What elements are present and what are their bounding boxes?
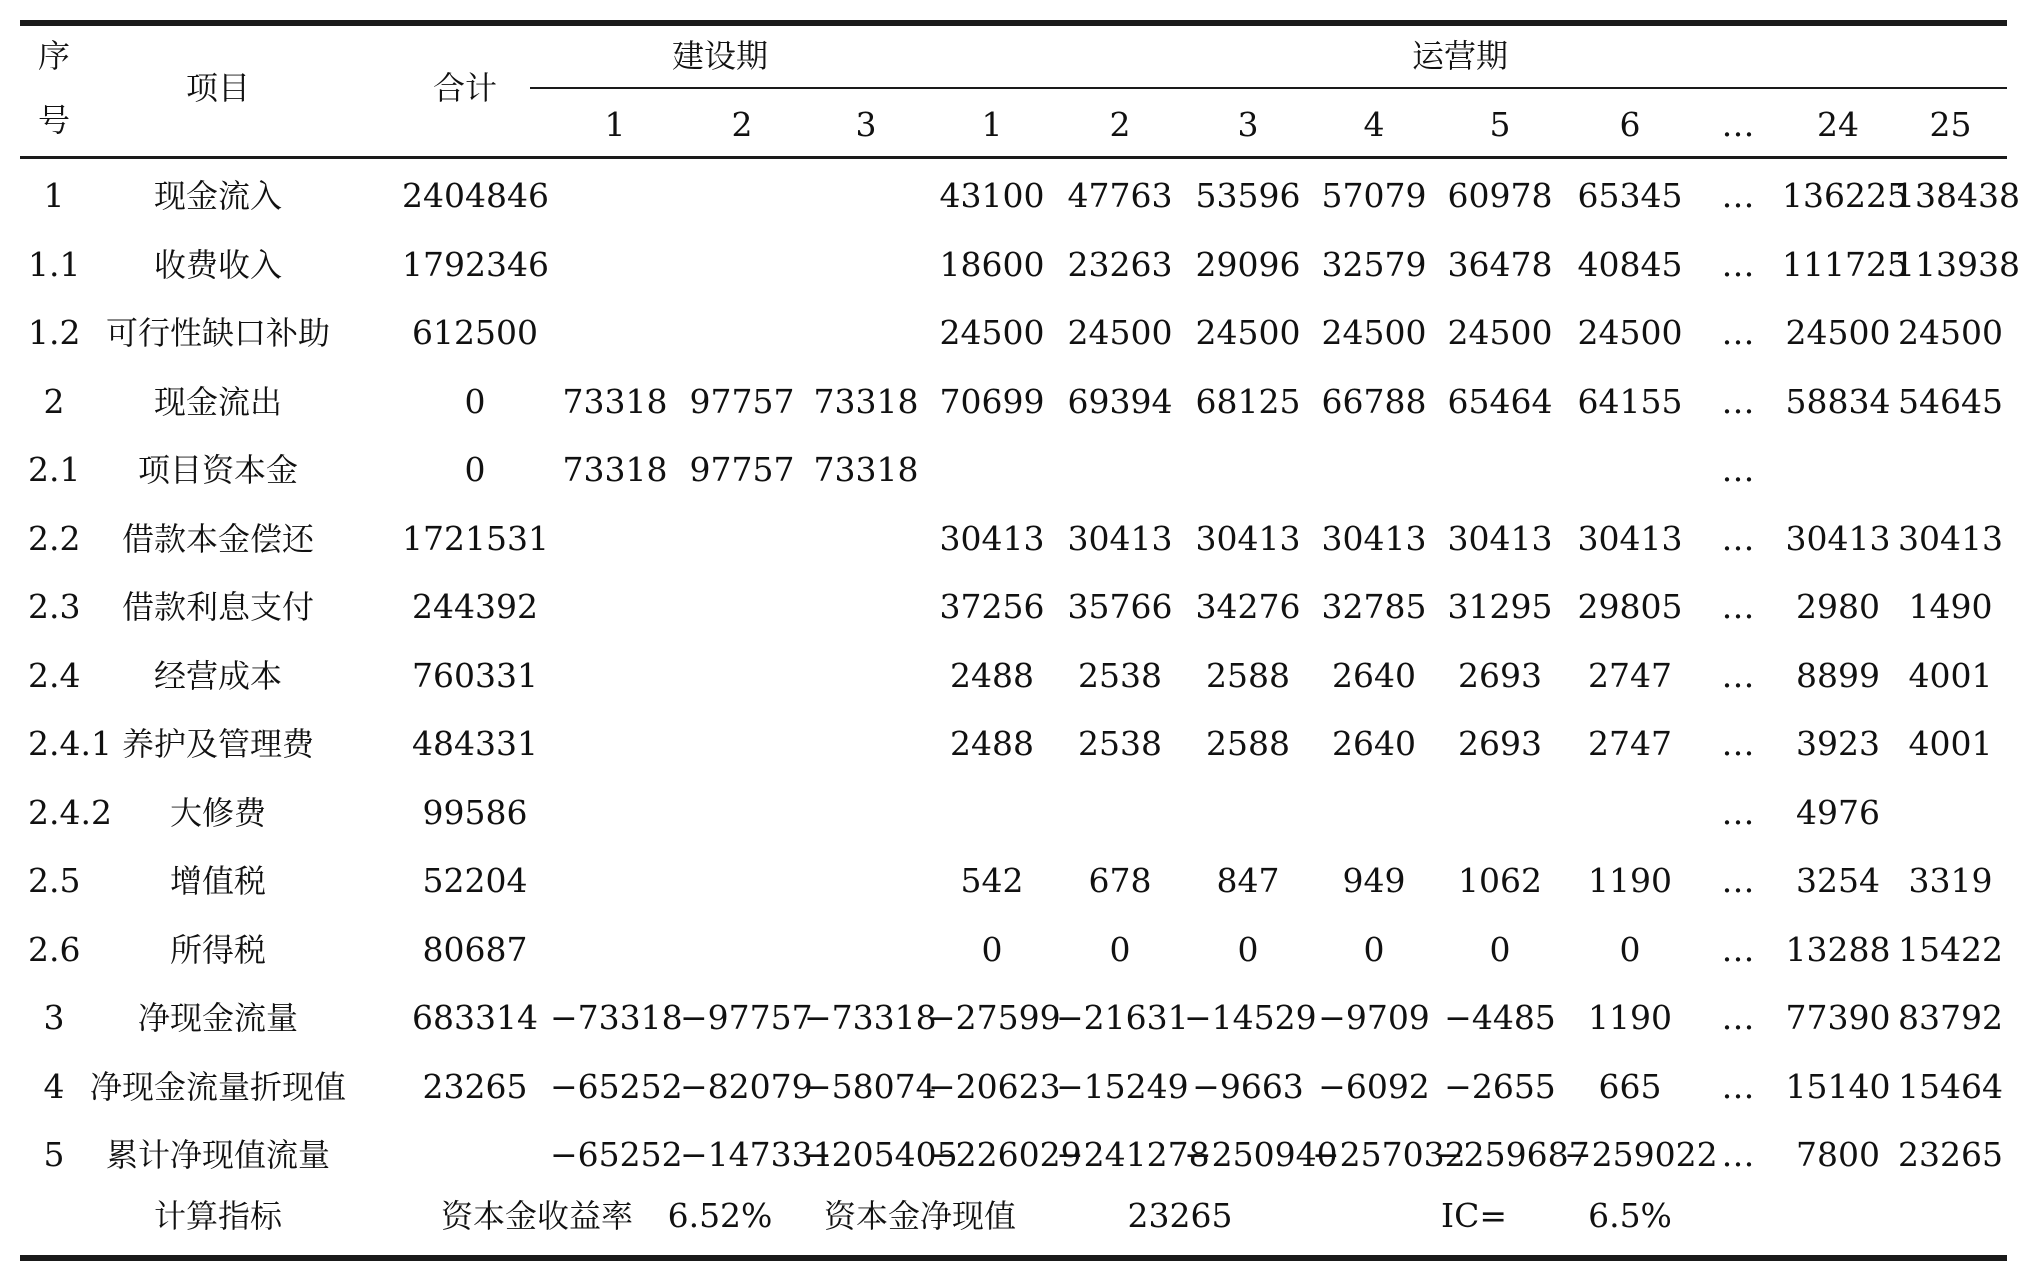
operation-value: 31295 [1447, 587, 1553, 626]
operation-value: 29096 [1195, 245, 1301, 284]
operation-value [1564, 450, 1696, 490]
operation-year-header: 1 [981, 105, 1003, 144]
operation-value: 1190 [1588, 861, 1672, 900]
row-seq: 2 [43, 382, 65, 421]
construction-value [804, 930, 928, 970]
construction-value [680, 861, 804, 901]
operation-value: 65345 [1577, 176, 1683, 215]
operation-year-header: 5 [1489, 105, 1511, 144]
operation-value: −259687 [1436, 1135, 1590, 1174]
row-total: 2404846 [402, 176, 549, 215]
construction-value: 73318 [813, 382, 919, 421]
row-seq: 2.3 [28, 587, 81, 626]
row-item-name: 收费收入 [153, 246, 282, 284]
row-total: 612500 [412, 313, 538, 352]
operation-value: 68125 [1195, 382, 1301, 421]
operation-value: 36478 [1447, 245, 1553, 284]
operation-value [1312, 793, 1436, 833]
operation-value: 2693 [1458, 724, 1542, 763]
operation-value: 3254 [1796, 861, 1880, 900]
operation-value: 8899 [1796, 656, 1880, 695]
operation-value: 542 [960, 861, 1024, 900]
operation-value: … [1721, 724, 1755, 763]
row-seq: 2.5 [28, 861, 81, 900]
operation-value: … [1721, 998, 1755, 1037]
construction-value [804, 176, 928, 216]
row-item-name: 现金流入 [153, 177, 282, 215]
construction-value [680, 519, 804, 559]
operation-value [1184, 793, 1312, 833]
construction-value [804, 861, 928, 901]
operation-value: … [1721, 861, 1755, 900]
construction-value [804, 724, 928, 764]
row-seq: 1.1 [28, 245, 81, 284]
operation-value: 30413 [1898, 519, 2003, 558]
operation-value: −14529 [1184, 998, 1317, 1037]
operation-value: 2538 [1078, 656, 1162, 695]
operation-value: 83792 [1898, 998, 2003, 1037]
operation-value: 138438 [1894, 176, 2020, 215]
construction-value [550, 930, 680, 970]
operation-value [1564, 793, 1696, 833]
operation-value: 24500 [1195, 313, 1301, 352]
operation-value: −250940 [1184, 1135, 1338, 1174]
row-seq: 2.4 [28, 656, 81, 695]
operation-value: 0 [981, 930, 1003, 969]
operation-value: 2538 [1078, 724, 1162, 763]
operation-value [1436, 450, 1564, 490]
operation-value: 7800 [1796, 1135, 1880, 1174]
operation-value: 35766 [1067, 587, 1173, 626]
operation-value: −257032 [1312, 1135, 1466, 1174]
operation-value: 60978 [1447, 176, 1553, 215]
operation-value: 136225 [1782, 176, 1908, 215]
operation-value: 4001 [1908, 656, 1993, 695]
row-seq: 2.6 [28, 930, 81, 969]
header-seq-line1: 序 [37, 37, 70, 75]
construction-value: −73318 [804, 998, 937, 1037]
construction-value: 97757 [689, 382, 795, 421]
operation-value [928, 450, 1056, 490]
construction-value [680, 176, 804, 216]
operation-value: −4485 [1444, 998, 1556, 1037]
operation-value: … [1721, 793, 1755, 832]
row-item-name: 经营成本 [153, 657, 282, 695]
row-item-name: 可行性缺口补助 [105, 314, 330, 352]
operation-value: 53596 [1195, 176, 1301, 215]
construction-value [550, 587, 680, 627]
row-seq: 4 [43, 1067, 65, 1106]
operation-value: 64155 [1577, 382, 1683, 421]
row-item-name: 增值税 [169, 862, 266, 900]
operation-value: −259022 [1564, 1135, 1718, 1174]
construction-value: −205405 [804, 1135, 958, 1174]
construction-value [550, 176, 680, 216]
operation-value: 113938 [1894, 245, 2020, 284]
row-seq: 5 [43, 1135, 65, 1174]
operation-value: 2488 [950, 724, 1034, 763]
ic-value: 6.5% [1588, 1196, 1672, 1235]
row-total: 0 [464, 450, 486, 489]
operation-value: 1190 [1588, 998, 1672, 1037]
row-item-name: 净现金流量折现值 [89, 1068, 346, 1106]
operation-value: 0 [1619, 930, 1641, 969]
operation-value: −9663 [1192, 1067, 1304, 1106]
row-total: 244392 [412, 587, 538, 626]
operation-value: 69394 [1067, 382, 1173, 421]
operation-value: 4001 [1908, 724, 1993, 763]
operation-value: −6092 [1318, 1067, 1430, 1106]
operation-value: 24500 [1577, 313, 1683, 352]
operation-value: 30413 [1447, 519, 1553, 558]
operation-year-header: 24 [1817, 105, 1859, 144]
footer-label: 计算指标 [153, 1197, 282, 1235]
construction-value [804, 656, 928, 696]
operation-value: … [1721, 313, 1755, 352]
row-item-name: 累计净现值流量 [105, 1136, 330, 1174]
operation-value: 3923 [1796, 724, 1880, 763]
operation-value: 13288 [1785, 930, 1891, 969]
operation-value: 30413 [939, 519, 1045, 558]
operation-value: 1490 [1908, 587, 1993, 626]
construction-year-header: 3 [855, 105, 877, 144]
row-total: 1792346 [402, 245, 549, 284]
operation-value: 23263 [1067, 245, 1173, 284]
operation-value: 15464 [1898, 1067, 2003, 1106]
row-item-name: 借款利息支付 [121, 588, 314, 626]
row-total: 52204 [422, 861, 528, 900]
operation-value: 665 [1598, 1067, 1662, 1106]
row-total: 80687 [422, 930, 528, 969]
operation-value: 15140 [1785, 1067, 1891, 1106]
construction-value: −65252 [550, 1067, 683, 1106]
construction-value [680, 313, 804, 353]
row-total: 760331 [412, 656, 538, 695]
operation-value [1056, 793, 1184, 833]
operation-value: −21631 [1056, 998, 1189, 1037]
row-total: 484331 [412, 724, 538, 763]
row-item-name: 项目资本金 [137, 451, 298, 489]
operation-value: 37256 [939, 587, 1045, 626]
operation-value: 43100 [939, 176, 1045, 215]
operation-value [1894, 793, 2007, 833]
operation-year-header: 3 [1237, 105, 1259, 144]
construction-value: 73318 [562, 450, 668, 489]
header-construction-period: 建设期 [671, 37, 768, 75]
construction-value [680, 656, 804, 696]
operation-group-rule [906, 87, 2007, 89]
operation-value: 0 [1363, 930, 1385, 969]
row-item-name: 净现金流量 [137, 999, 298, 1037]
operation-value [1056, 450, 1184, 490]
operation-value [928, 793, 1056, 833]
operation-value: 77390 [1785, 998, 1891, 1037]
row-item-name: 养护及管理费 [121, 725, 314, 763]
row-item-name: 所得税 [169, 931, 266, 969]
row-item-name: 现金流出 [153, 383, 282, 421]
operation-value: 2640 [1332, 656, 1416, 695]
operation-value: 2588 [1206, 656, 1290, 695]
operation-value [1782, 450, 1894, 490]
row-seq: 2.2 [28, 519, 81, 558]
operation-value: 2693 [1458, 656, 1542, 695]
construction-value [680, 724, 804, 764]
header-item: 项目 [185, 69, 250, 107]
operation-value: 23265 [1898, 1135, 2003, 1174]
operation-value: 30413 [1195, 519, 1301, 558]
operation-value: −2655 [1444, 1067, 1556, 1106]
construction-group-rule [530, 87, 910, 89]
operation-value: 30413 [1067, 519, 1173, 558]
operation-value: −20623 [928, 1067, 1061, 1106]
capital-npv-value: 23265 [1127, 1196, 1233, 1235]
operation-value: … [1721, 587, 1755, 626]
table-bottom-rule [20, 1255, 2007, 1261]
construction-value [550, 519, 680, 559]
operation-value: 66788 [1321, 382, 1427, 421]
construction-value [804, 587, 928, 627]
operation-value: 949 [1342, 861, 1406, 900]
header-rule [20, 156, 2007, 159]
construction-year-header: 1 [604, 105, 626, 144]
operation-value: 30413 [1785, 519, 1891, 558]
operation-value: 30413 [1321, 519, 1427, 558]
operation-value: 24500 [1067, 313, 1173, 352]
operation-value: 0 [1489, 930, 1511, 969]
operation-value: 2488 [950, 656, 1034, 695]
operation-year-header: 25 [1929, 105, 1972, 144]
operation-value: … [1721, 176, 1755, 215]
row-seq: 2.1 [28, 450, 81, 489]
row-total: 0 [464, 382, 486, 421]
construction-value [680, 793, 804, 833]
operation-value: 32579 [1321, 245, 1427, 284]
construction-value: 97757 [689, 450, 795, 489]
operation-value: 2640 [1332, 724, 1416, 763]
operation-value: 30413 [1577, 519, 1683, 558]
construction-value: −82079 [680, 1067, 813, 1106]
construction-value [550, 724, 680, 764]
row-seq: 1 [43, 176, 65, 215]
operation-value: 70699 [939, 382, 1045, 421]
capital-return-rate-label: 资本金收益率 [440, 1197, 633, 1235]
operation-value: 24500 [1898, 313, 2003, 352]
operation-value: −27599 [928, 998, 1061, 1037]
operation-value: 65464 [1447, 382, 1553, 421]
operation-value [1312, 450, 1436, 490]
cash-flow-table [20, 20, 2020, 1264]
capital-npv-label: 资本金净现值 [823, 1197, 1016, 1235]
construction-value [804, 313, 928, 353]
construction-value: 73318 [562, 382, 668, 421]
operation-value: 24500 [1321, 313, 1427, 352]
operation-value: 111725 [1782, 245, 1908, 284]
operation-value: 678 [1088, 861, 1152, 900]
construction-value: −97757 [680, 998, 813, 1037]
operation-year-header: … [1721, 105, 1755, 144]
construction-value: −58074 [804, 1067, 937, 1106]
construction-value: −65252 [550, 1135, 683, 1174]
construction-value [804, 519, 928, 559]
row-seq: 2.4.1 [28, 724, 112, 763]
operation-value: 2747 [1588, 656, 1672, 695]
operation-value: 1062 [1458, 861, 1542, 900]
operation-value: 29805 [1577, 587, 1683, 626]
operation-year-header: 4 [1363, 105, 1385, 144]
operation-value: 57079 [1321, 176, 1427, 215]
operation-value: −9709 [1318, 998, 1430, 1037]
operation-value: … [1721, 1135, 1755, 1174]
construction-value: 73318 [813, 450, 919, 489]
operation-value: 24500 [1447, 313, 1553, 352]
header-operation-period: 运营期 [1411, 37, 1508, 75]
row-seq: 1.2 [28, 313, 81, 352]
operation-value: 34276 [1195, 587, 1301, 626]
operation-value: … [1721, 1067, 1755, 1106]
operation-value: −15249 [1056, 1067, 1189, 1106]
row-total: 99586 [422, 793, 528, 832]
construction-value [550, 245, 680, 285]
operation-year-header: 2 [1109, 105, 1131, 144]
operation-value: 24500 [1785, 313, 1891, 352]
construction-year-header: 2 [731, 105, 753, 144]
operation-value: 2588 [1206, 724, 1290, 763]
construction-value [804, 245, 928, 285]
construction-value: −73318 [550, 998, 683, 1037]
operation-value: 18600 [939, 245, 1045, 284]
operation-year-header: 6 [1619, 105, 1641, 144]
construction-value [550, 861, 680, 901]
construction-value [550, 656, 680, 696]
construction-value [680, 587, 804, 627]
operation-value [1436, 793, 1564, 833]
operation-value: 0 [1237, 930, 1259, 969]
operation-value: 2980 [1796, 587, 1880, 626]
operation-value: 15422 [1898, 930, 2003, 969]
operation-value: −241278 [1056, 1135, 1210, 1174]
operation-value: 24500 [939, 313, 1045, 352]
construction-value [804, 793, 928, 833]
construction-value: −147331 [680, 1135, 834, 1174]
construction-value [680, 245, 804, 285]
row-total: 1721531 [402, 519, 549, 558]
operation-value: … [1721, 656, 1755, 695]
operation-value: 4976 [1796, 793, 1880, 832]
operation-value: 32785 [1321, 587, 1427, 626]
operation-value: … [1721, 382, 1755, 421]
row-total: 683314 [412, 998, 538, 1037]
operation-value: 58834 [1785, 382, 1891, 421]
table-top-rule [20, 20, 2007, 26]
operation-value [1894, 450, 2007, 490]
construction-value [680, 930, 804, 970]
capital-return-rate-value: 6.52% [667, 1196, 773, 1235]
operation-value: 2747 [1588, 724, 1672, 763]
operation-value: 3319 [1908, 861, 1993, 900]
header-seq-line2: 号 [37, 101, 70, 139]
operation-value: 0 [1109, 930, 1131, 969]
operation-value [1184, 450, 1312, 490]
operation-value: … [1721, 930, 1755, 969]
row-total: 23265 [422, 1067, 528, 1106]
construction-value [550, 313, 680, 353]
ic-label: IC= [1441, 1196, 1507, 1235]
operation-value: 40845 [1577, 245, 1683, 284]
operation-value: −226029 [928, 1135, 1082, 1174]
operation-value: … [1721, 450, 1755, 489]
row-seq: 2.4.2 [28, 793, 112, 832]
operation-value: 847 [1216, 861, 1280, 900]
row-total [402, 1135, 548, 1175]
operation-value: … [1721, 245, 1755, 284]
row-seq: 3 [43, 998, 65, 1037]
row-item-name: 大修费 [169, 794, 266, 832]
operation-value: 47763 [1067, 176, 1173, 215]
operation-value: … [1721, 519, 1755, 558]
operation-value: 54645 [1898, 382, 2003, 421]
construction-value [550, 793, 680, 833]
header-total: 合计 [432, 69, 497, 107]
row-item-name: 借款本金偿还 [121, 520, 314, 558]
